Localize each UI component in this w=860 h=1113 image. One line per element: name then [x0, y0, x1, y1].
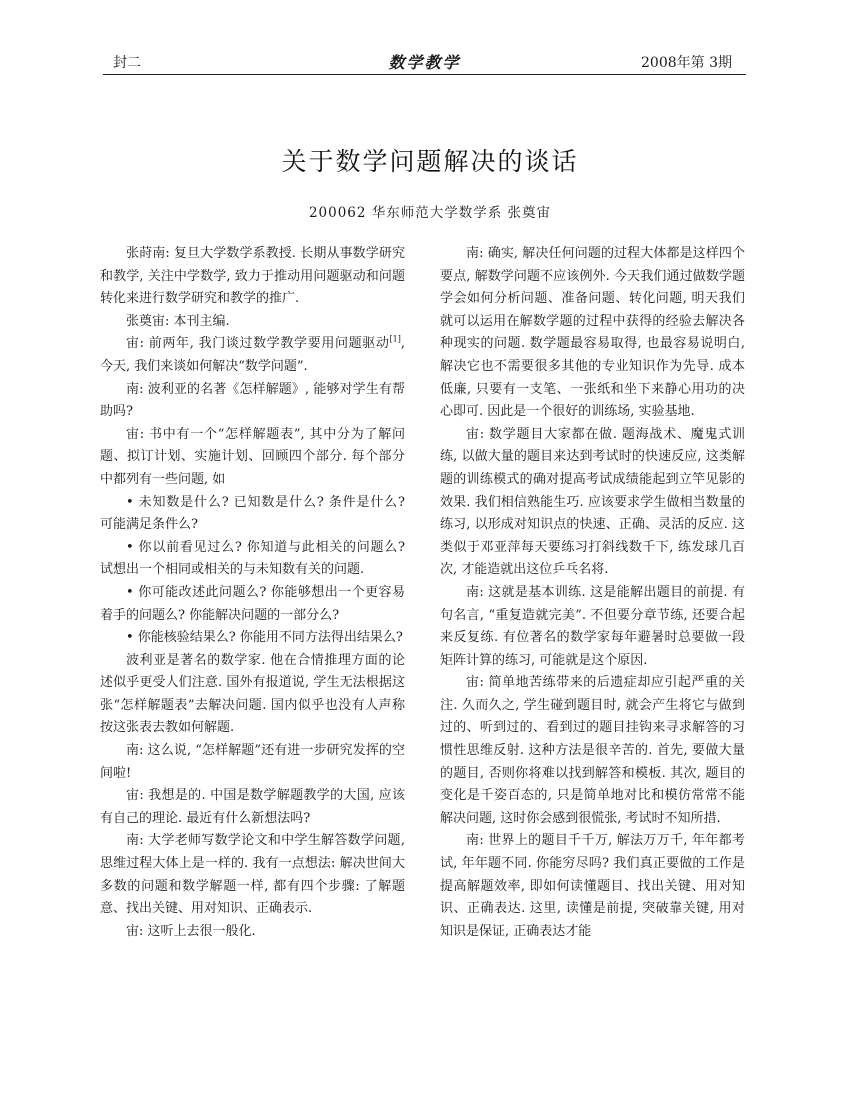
paragraph-text: , 今天, 我们来谈如何解决“数学问题”.	[100, 336, 405, 374]
paragraph: 宙: 这听上去很一般化.	[126, 923, 256, 939]
journal-name: 数学教学	[388, 53, 461, 72]
paragraph: 南: 这就是基本训练. 这是能解出题目的前提. 有句名言, “重复造就完美”. 不但要分章节练, 还要合起来反复练. 有位著名的数学家每年避暑时总要做一段矩阵计算的练习, 可能就是这个原因.	[440, 584, 745, 668]
author-affiliation: 200062 华东师范大学数学系 张奠宙	[308, 205, 552, 221]
paragraph: 宙: 简单地苦练带来的后遗症却应引起严重的关注. 久而久之, 学生碰到题目时, 就会产生将它与做到过的、听到过的、看到过的题目挂钩来寻求解答的习惯性思维反射. 这种方法是很辛苦的. 首先, 要做大量的题目, 否则你将难以找到解答和模板. 其次, 题目的变化是千姿百态的, 只是简单地对比和模仿常常不能解决问题, 这时你会感到很慌张, 考试时不知所措.	[440, 675, 745, 826]
bullet-item: • 你能核验结果么? 你能用不同方法得出结果么?	[126, 630, 403, 646]
bullet-item: • 你以前看见过么? 你知道与此相关的问题么? 试想出一个相同或相关的与未知数有关的问题.	[100, 539, 405, 578]
paragraph: 南: 世界上的题目千千万, 解法万万千, 年年都考试, 年年题不同. 你能穷尽吗? 我们真正要做的工作是提高解题效率, 即如何读懂题目、找出关键、用对知识、正确表达. 这里, 读懂是前提, 突破靠关键, 用对知识是保证, 正确表达才能	[440, 833, 745, 939]
bullet-item: • 你可能改述此问题么? 你能够想出一个更容易着手的问题么? 你能解决问题的一部分么?	[100, 584, 405, 623]
left-column	[100, 243, 405, 943]
running-header	[103, 50, 746, 75]
paragraph: 张奠宙: 本刊主编.	[126, 313, 230, 329]
paragraph: 宙: 数学题目大家都在做. 题海战术、魔鬼式训练, 以做大量的题目来达到考试时的快速反应, 这类解题的训练模式的确对提高考试成绩能起到立竿见影的效果. 我们相信熟能生巧. 应该要求学生做相当数量的练习, 以形成对知识点的快速、正确、灵活的反应. 这类似于邓亚萍每天要练习打斜线数千下, 练发球几百次, 才能造就出这位乒乓名将.	[440, 426, 745, 578]
citation-ref: [1]	[389, 335, 401, 345]
article-title: 关于数学问题解决的谈话	[281, 147, 579, 176]
issue-label: 2008年第 3期	[641, 55, 732, 71]
right-column	[440, 243, 745, 943]
paragraph: 南: 确实, 解决任何问题的过程大体都是这样四个要点, 解数学问题不应该例外. 今天我们通过做数学题学会如何分析问题、准备问题、转化问题, 明天我们就可以运用在解数学题的过程中获得的经验去解决各种现实的问题. 数学题最容易取得, 也最容易说明白, 解决它也不需要很多其他的专业知识作为先导. 成本低廉, 只要有一支笔、一张纸和坐下来静心用功的决心即可. 因此是一个很好的训练场, 实验基地.	[440, 246, 745, 420]
paragraph: 张莳南: 复旦大学数学系教授. 长期从事数学研究和教学, 关注中学数学, 致力于推动用问题驱动和问题转化来进行数学研究和教学的推广.	[100, 246, 405, 307]
paragraph: 宙: 书中有一个“怎样解题表”, 其中分为了解问题、拟订计划、实施计划、回顾四个部分. 每个部分中都列有一些问题, 如	[100, 426, 405, 487]
paragraph: 南: 大学老师写数学论文和中学生解答数学问题, 思维过程大体上是一样的. 我有一点想法: 解决世间大多数的问题和数学解题一样, 都有四个步骤: 了解题意、找出关键、用对知识、正确表示.	[100, 833, 405, 917]
paragraph-text: 宙: 前两年, 我门谈过数学教学要用问题驱动	[126, 336, 390, 352]
paragraph: 南: 波利亚的名著《怎样解题》, 能够对学生有帮助吗?	[100, 381, 405, 420]
paragraph: 宙: 我想是的. 中国是数学解题教学的大国, 应该有自己的理论. 最近有什么新想法吗?	[100, 788, 405, 826]
paragraph: 波利亚是著名的数学家. 他在合情推理方面的论述似乎更受人们注意. 国外有报道说, 学生无法根据这张“怎样解题表”去解决问题. 国内似乎也没有人声称按这张表去教如何解题.	[100, 652, 405, 736]
paragraph-with-citation	[100, 333, 405, 378]
bullet-item: • 未知数是什么? 已知数是什么? 条件是什么? 可能满足条件么?	[100, 494, 405, 533]
page-label: 封二	[113, 55, 141, 71]
paragraph: 南: 这么说, “怎样解题”还有进一步研究发挥的空间啦!	[100, 743, 405, 781]
